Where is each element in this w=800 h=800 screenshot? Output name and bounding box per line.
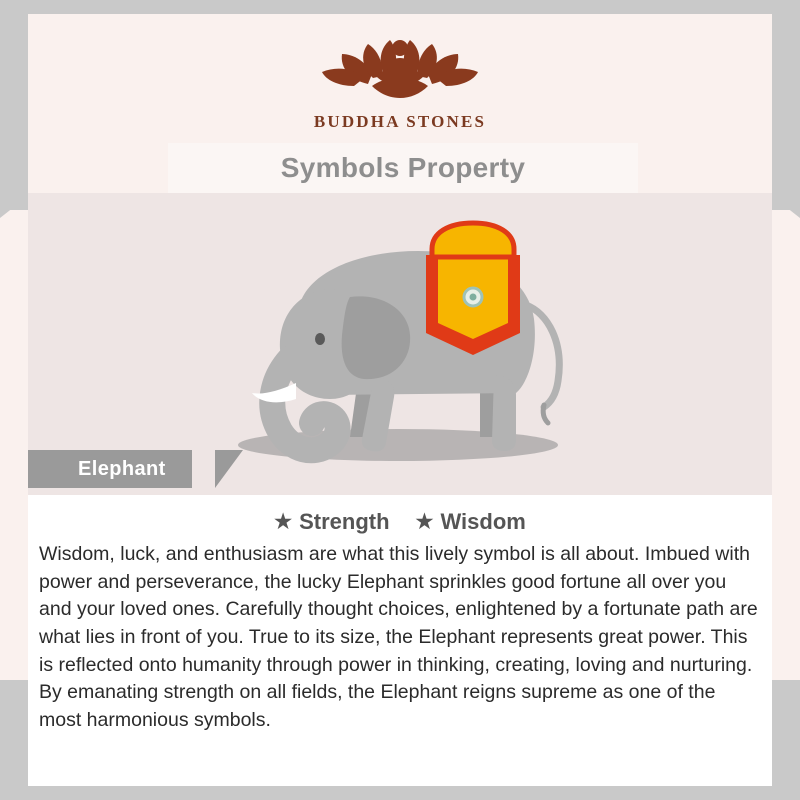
top-left-corner-notch <box>0 196 28 218</box>
bottom-left-corner-band <box>0 680 28 800</box>
page-title-text: Symbols Property <box>280 152 526 183</box>
keyword-list <box>36 509 764 535</box>
lotus-meditation-figure-icon <box>310 24 490 110</box>
page-title <box>168 143 638 193</box>
top-right-corner-band <box>772 0 800 210</box>
symbol-label-tag-tail <box>215 450 243 488</box>
star-icon: ★ <box>415 511 434 533</box>
keyword-wisdom <box>416 509 526 535</box>
keyword-strength <box>274 509 389 535</box>
top-left-corner-band <box>0 0 28 210</box>
description-text: Wisdom, luck, and enthusiasm are what this lively symbol is all about. Imbued with power and perseverance, the lucky Elephant sprinkles good fortune all over you and your loved ones. Carefully thought choices, enlightened by a fortunate path are what lies in front of you. True to its size, the Elephant represents great power. This is reflected onto humanity through power in thinking, creating, loving and nurturing. By emanating strength on all fields, the Elephant reigns supreme as one of the most harmonious symbols. <box>39 543 758 732</box>
bottom-right-corner-band <box>772 680 800 800</box>
bottom-border-band <box>0 786 800 800</box>
brand-name: BUDDHA STONES <box>313 112 487 131</box>
keyword-strength-label: Strength <box>299 509 390 534</box>
description-panel <box>28 495 772 786</box>
symbol-label-tag <box>28 450 192 488</box>
symbol-label-text: Elephant <box>78 457 166 480</box>
top-right-corner-notch <box>772 196 800 218</box>
keyword-wisdom-label: Wisdom <box>440 509 526 534</box>
top-border-band <box>0 0 800 14</box>
star-icon: ★ <box>274 511 293 533</box>
brand-header <box>28 14 772 142</box>
